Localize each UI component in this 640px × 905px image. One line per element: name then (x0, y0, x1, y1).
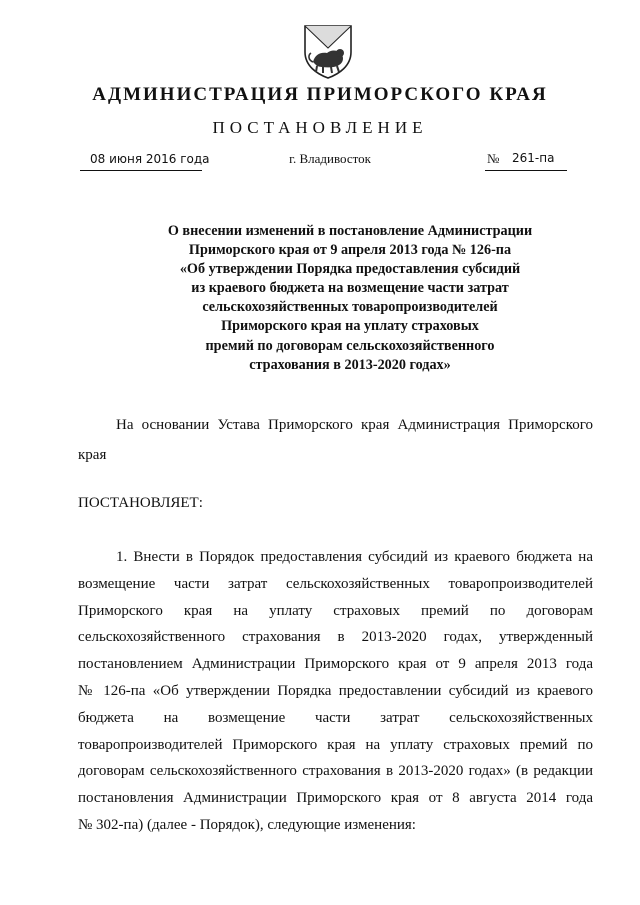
organization-title: АДМИНИСТРАЦИЯ ПРИМОРСКОГО КРАЯ (92, 84, 548, 105)
item-1-paragraph (78, 544, 593, 839)
paragraph-line: сельскохозяйственного страхования в 2013-2020 годах, утвержденный (78, 629, 593, 646)
paragraph-line: постановлением Администрации Приморского края от 9 апреля 2013 года (78, 656, 593, 673)
subject-line: страхования в 2013-2020 годах» (249, 356, 451, 373)
paragraph-line: товаропроизводителей Приморского края на уплату страховых премий по (78, 736, 593, 753)
document-subject (130, 222, 570, 375)
paragraph-line: № 126-па «Об утверждении Порядка предоставлении субсидий из краевого (78, 682, 593, 699)
subject-line: из краевого бюджета на возмещение части затрат (191, 280, 509, 297)
document-type: ПОСТАНОВЛЕНИЕ (212, 118, 428, 137)
date-underline (80, 170, 202, 171)
paragraph-line: договорам сельскохозяйственного страхования в 2013-2020 годах» (в редакции (78, 763, 593, 780)
paragraph-line: 1. Внести в Порядок предоставления субсидий из краевого бюджета на (116, 549, 593, 565)
document-number: 261-па (512, 151, 555, 165)
document-date: 08 июня 2016 года (90, 152, 210, 166)
subject-line: Приморского края от 9 апреля 2013 года № 126-па (188, 242, 512, 259)
subject-line: Приморского края на уплату страховых (221, 318, 479, 335)
document-city: г. Владивосток (289, 151, 371, 166)
subject-line: О внесении изменений в постановление Администрации (167, 223, 533, 239)
paragraph-line: бюджета на возмещение части затрат сельскохозяйственных (78, 709, 593, 726)
resolves-heading: ПОСТАНОВЛЯЕТ: (78, 495, 203, 511)
subject-line: премий по договорам сельскохозяйственного (205, 337, 495, 354)
paragraph-line: постановления Администрации Приморского края от 8 августа 2014 года (78, 790, 593, 807)
subject-line: «Об утверждении Порядка предоставления субсидий (179, 261, 521, 278)
paragraph-line: возмещение части затрат сельскохозяйственных товаропроизводителей (78, 575, 593, 592)
subject-line: сельскохозяйственных товаропроизводителей (202, 299, 498, 316)
number-sign: № (487, 151, 500, 166)
number-underline (485, 170, 567, 171)
paragraph-line: № 302-па) (далее - Порядок), следующие изменения: (78, 816, 416, 833)
coat-of-arms-icon (299, 22, 357, 80)
paragraph-line: Приморского края на уплату страховых премий по договорам (78, 602, 593, 619)
basis-paragraph: На основании Устава Приморского края Администрация Приморского края (78, 417, 593, 463)
